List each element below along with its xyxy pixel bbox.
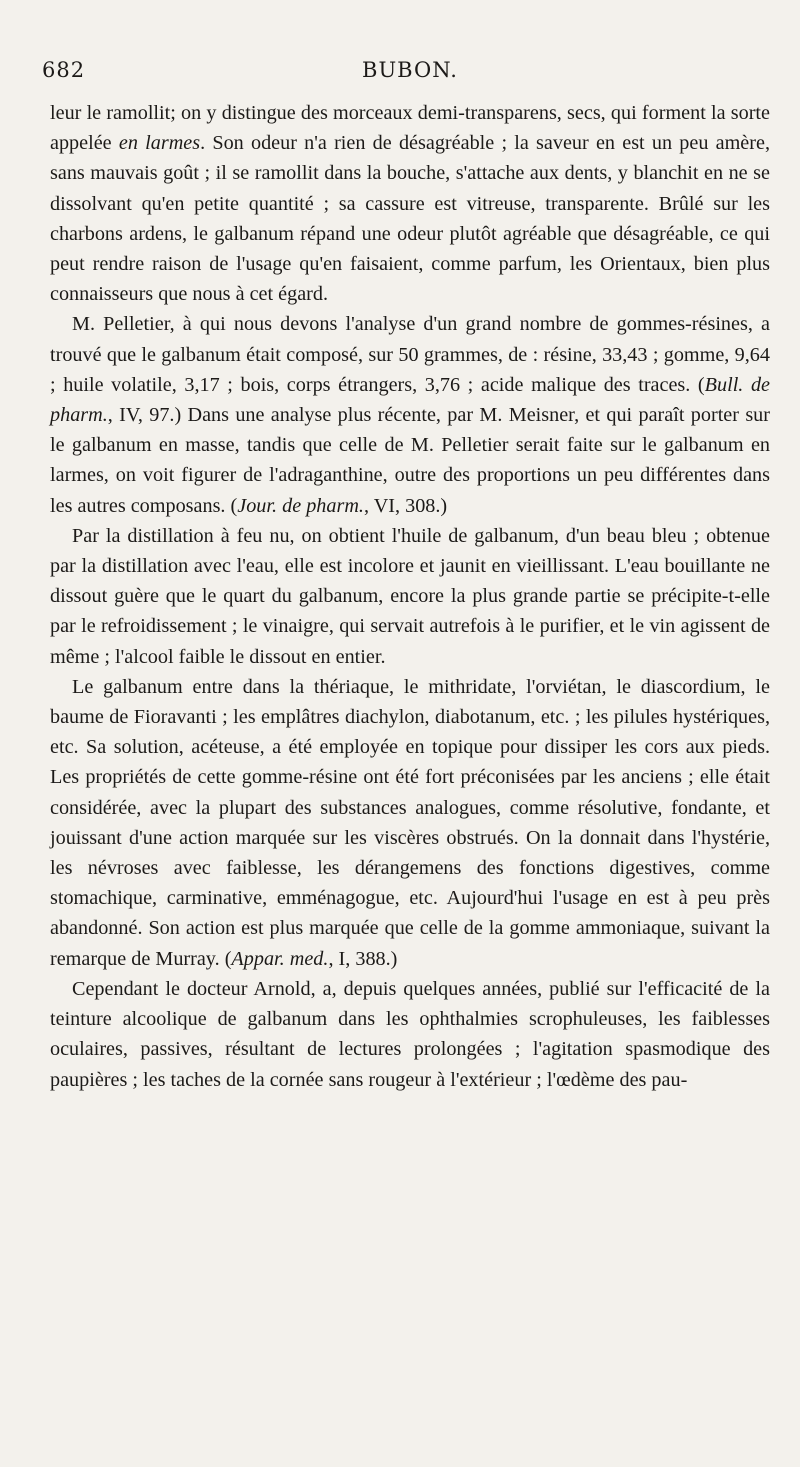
text-run: , IV, 97.) Dans une analyse plus récente, par M. Meisner, et qui paraît porter sur le galbanum en masse, tandis que celle de M. Pelletier serait faite sur le galbanum en larmes, on voit figurer de l'adraganthine, outre des proportions un peu différentes dans les autres composans. ( [50,404,770,517]
text-run: , VI, 308.) [363,494,448,517]
text-run: , I, 388.) [328,947,398,970]
text-run: . Son odeur n'a rien de désagréable ; la saveur en est un peu amère, sans mauvais goût ; il se ramollit dans la bouche, s'attache aux dents, y blanchit en ne se dissolvant qu'en petite quantité ; sa cassure est vitreuse, transparente. Brûlé sur les charbons ardens, le galbanum répand une odeur plutôt agréable que désagréable, ce qui peut rendre raison de l'usage qu'en faisaient, comme parfum, les Orientaux, bien plus connaisseurs que nous à cet égard. [50,132,770,306]
paragraph-2 [50,309,770,520]
running-title: BUBON. [362,58,458,82]
text-run: leur le ramollit; on y distingue des morceaux demi-transparens, secs, qui forment la sorte appelée [50,102,770,155]
paragraph-4 [50,672,770,974]
italic-run: Bull. de pharm. [50,373,770,427]
paragraph-5 [50,974,770,1095]
text-run: Par la distillation à feu nu, on obtient l'huile de galbanum, d'un beau bleu ; obtenue par la distillation avec l'eau, elle est incolore et jaunit en vieillissant. L'eau bouillante ne dissout guère que le quart du galbanum, encore la plus grande partie se précipite-t-elle par le refroidissement ; le vinaigre, qui servait autrefois à le purifier, et le vin agissent de même ; l'alcool faible le dissout en entier. [50,524,770,668]
italic-run: Jour. de pharm. [237,494,364,517]
page-header [42,58,770,92]
body-text [50,98,770,1095]
page-number: 682 [42,58,86,82]
italic-run: en larmes [118,132,201,155]
italic-run: Appar. med. [231,947,329,970]
text-run: Le galbanum entre dans la thériaque, le mithridate, l'orviétan, le diascordium, le baume de Fioravanti ; les emplâtres diachylon, diabotanum, etc. ; les pilules hystériques, etc. Sa solution, acéteuse, a été employée en topique pour dissiper les cors aux pieds. Les propriétés de cette gomme-résine ont été fort préconisées par les anciens ; elle était considérée, avec la plupart des substances analogues, comme résolutive, fondante, et jouissant d'une action marquée sur les viscères obstrués. On la donnait dans l'hystérie, les névroses avec faiblesse, les dérangemens des fonctions digestives, comme stomachique, carminative, emménagogue, etc. Aujourd'hui l'usage en est à peu près abandonné. Son action est plus marquée que celle de la gomme ammoniaque, suivant la remarque de Murray. ( [50,675,770,970]
paragraph-1 [50,98,770,309]
paragraph-3 [50,521,770,672]
text-run: M. Pelletier, à qui nous devons l'analyse d'un grand nombre de gommes-résines, a trouvé que le galbanum était composé, sur 50 grammes, de : résine, 33,43 ; gomme, 9,64 ; huile volatile, 3,17 ; bois, corps étrangers, 3,76 ; acide malique des traces. ( [50,313,770,396]
text-run: Cependant le docteur Arnold, a, depuis quelques années, publié sur l'efficacité de la teinture alcoolique de galbanum dans les ophthalmies scrophuleuses, les faiblesses oculaires, passives, résultant de lectures prolongées ; l'agitation spasmodique des paupières ; les taches de la cornée sans rougeur à l'extérieur ; l'œdème des pau- [50,977,770,1091]
